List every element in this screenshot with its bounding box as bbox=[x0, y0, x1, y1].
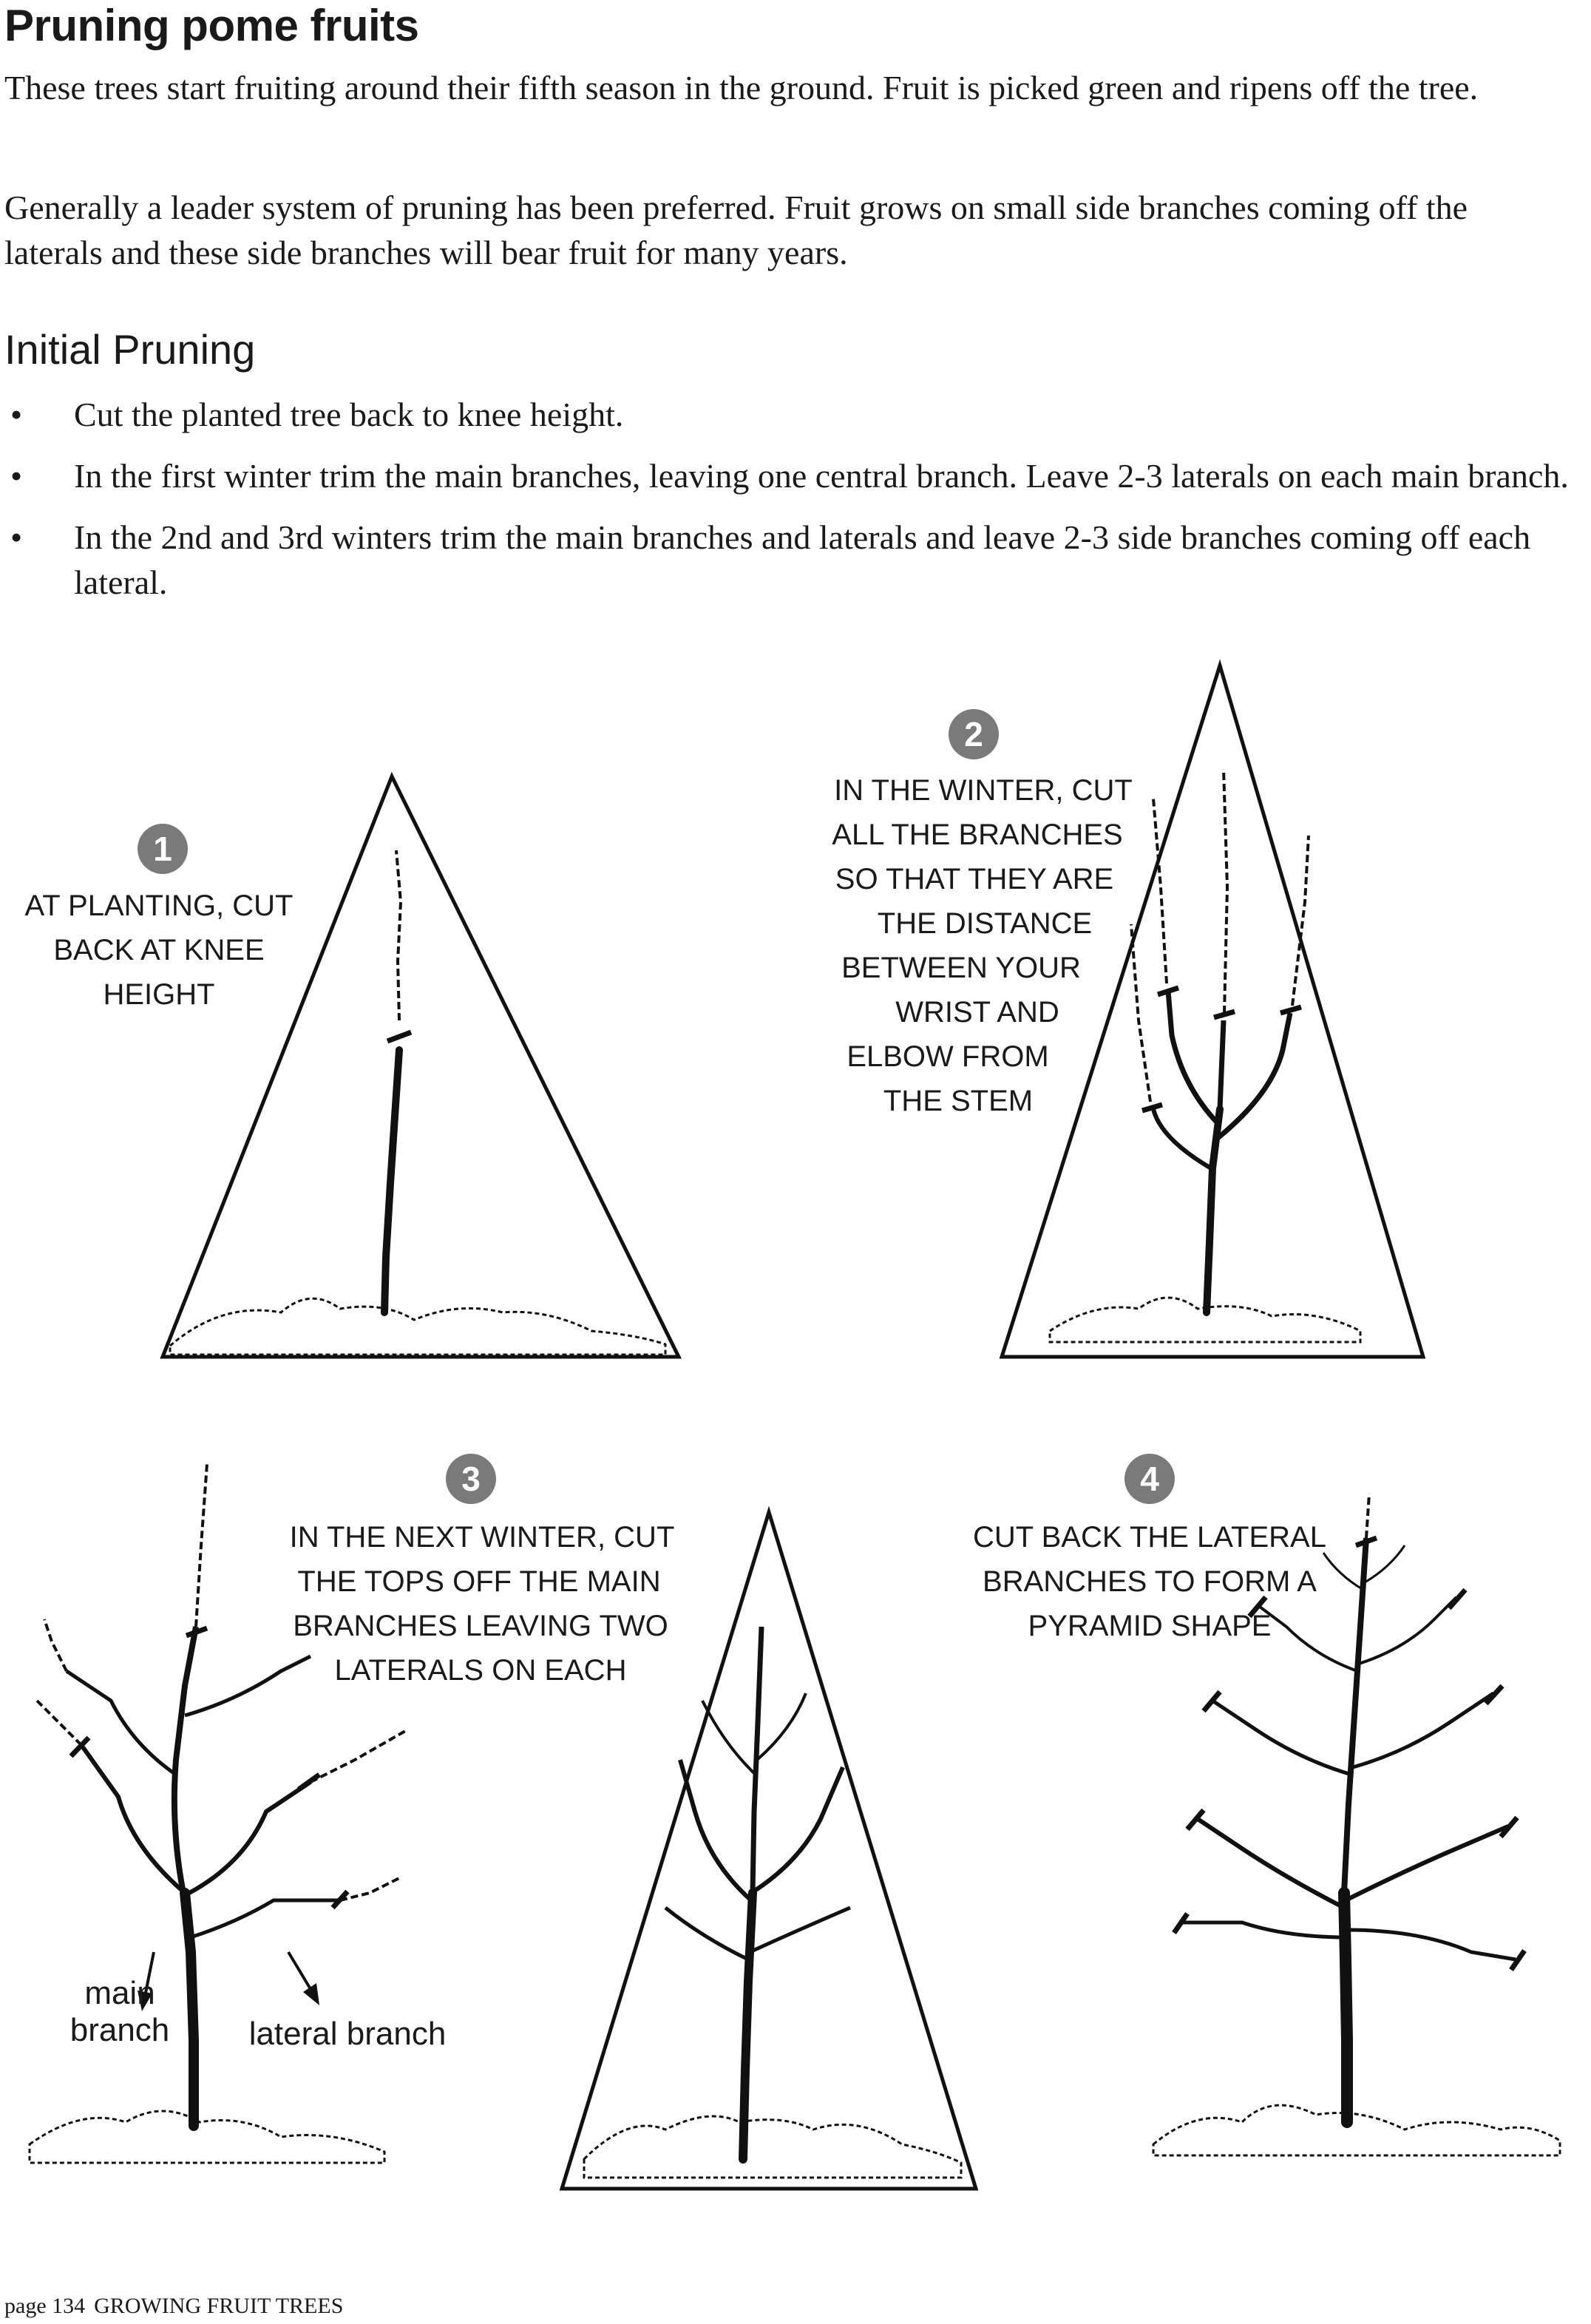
step-3-left-branch bbox=[185, 1656, 311, 1715]
step-3-left-cut-section bbox=[37, 1701, 81, 1745]
step-2-figure bbox=[832, 665, 1423, 1357]
step-1-figure bbox=[24, 776, 679, 1357]
step-3-left-cut-section bbox=[44, 1619, 67, 1671]
step-3-left-ground bbox=[30, 2111, 384, 2163]
step-3-branch bbox=[757, 1693, 806, 1760]
step-3-left-cut-section bbox=[311, 1730, 407, 1782]
step-3-left-branch bbox=[174, 1627, 196, 1908]
step-2-cut-mark-icon bbox=[1158, 988, 1178, 995]
step-3-left-branch bbox=[191, 1900, 340, 1937]
step-1-cut-section bbox=[396, 850, 401, 1020]
step-3-caption bbox=[290, 1454, 675, 1687]
step-3-left-branch bbox=[67, 1671, 176, 1775]
step-3-branch bbox=[680, 1760, 751, 1900]
step-2-cut-section bbox=[1224, 769, 1227, 1013]
step-4-caption-line: CUT BACK THE LATERAL bbox=[973, 1521, 1326, 1554]
step-3-left-branch bbox=[81, 1745, 185, 1893]
step-4-cut-mark-icon bbox=[1204, 1692, 1220, 1711]
step-4-ground bbox=[1153, 2105, 1560, 2155]
step-4-cut-section bbox=[1366, 1494, 1369, 1538]
step-2-leader bbox=[1220, 1020, 1224, 1109]
step-1-caption-line: BACK AT KNEE bbox=[53, 934, 265, 966]
page-footer bbox=[4, 2294, 352, 2319]
section-heading: Initial Pruning bbox=[4, 326, 256, 373]
page-number: page 134 bbox=[4, 2294, 86, 2318]
step-2-branch bbox=[1217, 1013, 1290, 1139]
step-3-ground bbox=[584, 2116, 961, 2178]
main-branch-label: main bbox=[84, 1975, 155, 2011]
step-3-caption-line: BRANCHES LEAVING TWO bbox=[293, 1610, 668, 1642]
step-2-caption-line: BETWEEN YOUR bbox=[841, 952, 1081, 984]
step-3-left-trunk bbox=[185, 1893, 194, 2126]
step-2-branch bbox=[1153, 1109, 1211, 1168]
step-4-branch bbox=[1353, 1693, 1493, 1767]
step-4-branch bbox=[1347, 1930, 1516, 1959]
step-4-caption-line: PYRAMID SHAPE bbox=[1028, 1610, 1272, 1642]
step-4-branch bbox=[1346, 1826, 1508, 1900]
step-2-branch bbox=[1168, 991, 1218, 1124]
step-4-cut-mark-icon bbox=[1449, 1590, 1465, 1608]
step-4-branch bbox=[1365, 1545, 1405, 1582]
lateral-branch-arrow-icon bbox=[288, 1952, 311, 1989]
step-3-branch bbox=[751, 1767, 843, 1893]
step-2-cut-mark-icon bbox=[1280, 1007, 1301, 1013]
step-2-caption-line: THE STEM bbox=[883, 1085, 1034, 1117]
lateral-branch-label: lateral branch bbox=[248, 2016, 447, 2052]
intro-paragraph-1: These trees start fruiting around their fifth season in the ground. Fruit is picked green and ripens off the tree. bbox=[4, 69, 1479, 106]
step-3-left-cut-section bbox=[340, 1878, 399, 1900]
main-branch-label: branch bbox=[69, 2012, 170, 2048]
book-title: GROWING FRUIT TREES bbox=[94, 2294, 344, 2318]
step-4-cut-mark-icon bbox=[1356, 1538, 1377, 1545]
step-3-branch bbox=[702, 1701, 756, 1775]
step-2-number: 2 bbox=[964, 715, 983, 753]
step-1-pyramid bbox=[163, 776, 679, 1357]
step-2-cut-section bbox=[1131, 924, 1150, 1102]
bullet-icon: • bbox=[10, 518, 23, 556]
step-3-cut-mark-icon bbox=[299, 1775, 319, 1789]
bullet-icon: • bbox=[10, 396, 23, 433]
step-1-ground bbox=[170, 1298, 665, 1355]
step-4-branch bbox=[1359, 1597, 1456, 1664]
step-3-trunk bbox=[743, 1893, 753, 2159]
step-3-number: 3 bbox=[461, 1460, 481, 1498]
step-2-cut-mark-icon bbox=[1214, 1012, 1235, 1017]
intro-paragraph-2: Generally a leader system of pruning has been preferred. Fruit grows on small side branches coming off the laterals and these side branches will bear fruit for many years. bbox=[4, 189, 1468, 271]
step-3-left-branch bbox=[189, 1782, 311, 1893]
step-3-branch bbox=[665, 1908, 748, 1959]
page-title: Pruning pome fruits bbox=[4, 1, 419, 50]
step-3-caption-line: IN THE NEXT WINTER, CUT bbox=[289, 1521, 675, 1554]
step-1-trunk bbox=[384, 1050, 399, 1312]
step-1-caption-line: HEIGHT bbox=[103, 978, 215, 1011]
step-4-branch bbox=[1183, 1922, 1347, 1937]
list-item-text: Cut the planted tree back to knee height. bbox=[74, 396, 624, 433]
step-4-figure bbox=[973, 1454, 1560, 2155]
list-item-text: In the 2nd and 3rd winters trim the main branches and laterals and leave 2-3 side branches coming off each lateral. bbox=[74, 518, 1531, 601]
step-3-caption-line: LATERALS ON EACH bbox=[334, 1654, 627, 1687]
step-4-branch bbox=[1257, 1605, 1357, 1671]
step-2-cut-mark-icon bbox=[1142, 1105, 1162, 1111]
step-2-caption-line: ELBOW FROM bbox=[847, 1040, 1049, 1073]
step-4-leader bbox=[1344, 1538, 1366, 1893]
step-2-caption-line: WRIST AND bbox=[895, 996, 1059, 1029]
step-1-cut-mark-icon bbox=[387, 1032, 411, 1041]
step-2-caption-line: ALL THE BRANCHES bbox=[832, 819, 1123, 851]
list-item-text: In the first winter trim the main branches, leaving one central branch. Leave 2-3 laterals on each main branch. bbox=[74, 457, 1569, 495]
step-4-caption-line: BRANCHES TO FORM A bbox=[983, 1565, 1317, 1598]
step-3-cut-mark-icon bbox=[186, 1628, 207, 1636]
step-1-number: 1 bbox=[153, 830, 172, 868]
step-4-trunk bbox=[1344, 1893, 1347, 2122]
step-3-branch bbox=[750, 1908, 850, 1952]
bullet-icon: • bbox=[10, 457, 23, 495]
step-4-branch bbox=[1212, 1701, 1351, 1775]
step-2-caption-line: THE DISTANCE bbox=[877, 907, 1093, 940]
step-4-number: 4 bbox=[1140, 1460, 1159, 1498]
step-2-caption-line: SO THAT THEY ARE bbox=[835, 863, 1114, 895]
step-2-caption-line: IN THE WINTER, CUT bbox=[834, 774, 1133, 807]
step-4-branch bbox=[1323, 1553, 1363, 1590]
arrowhead-icon bbox=[303, 1983, 319, 2005]
step-2-cut-section bbox=[1153, 799, 1167, 983]
step-1-caption-line: AT PLANTING, CUT bbox=[24, 890, 294, 922]
step-3-caption-line: THE TOPS OFF THE MAIN bbox=[297, 1565, 661, 1598]
step-3-left-cut-section bbox=[196, 1464, 207, 1627]
step-4-branch bbox=[1198, 1819, 1344, 1908]
